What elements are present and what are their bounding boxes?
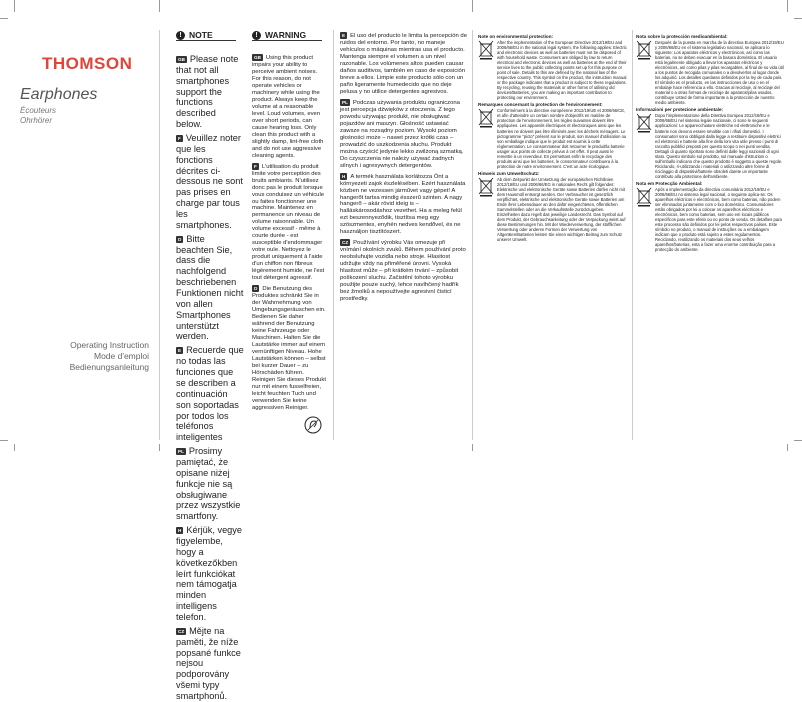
env-title: Remarques concernant la protection de l'environnement: bbox=[478, 102, 603, 108]
env-text: Después de la puesta en marcha de la directiva Europea 2012/19/EU y 2006/66/EU en el sistema legislativo nacional, se aplicara lo siguiente: Los aparatos eléctricos y electrónicos, así como las baterías, no se deben evacuar en la basura doméstica. El usuario está legalmente obligado a llevar los aparatos eléctricos y electrónicos, así como pilas y pilas recargables, al final de su vida útil a los puntos de recogida comunales o a devolverlos al lugar donde los adquirió. Los detalles quedaran definidos por la ley de cada país. El símbolo en el producto, en las instrucciones de uso o en el embalaje hace referencia a ello. Gracias al reciclaje, al reciclaje del material o a otras formas de reciclaje de aparatos/pilas usados, contribuye Usted de forma importante a la protección de nuestro medio ambiente. bbox=[655, 40, 784, 106]
warning-text: L'utilisation du produit limite votre perception des bruits ambiants. N'utilisez donc pas le produit lorsque vous conduisez un véhicule ou faites fonctionner une machine. Maintenez en permanence un niveau de volume raisonnable. Un volume excessif - même à courte durée - est susceptible d'endommager votre ouïe. Nettoyez le produit uniquement à l'aide d'un chiffon non fibreux légèrement humide, ne l'est tout détergent agressif. bbox=[252, 163, 325, 282]
env-text: Conformément à la directive européenne 2012/19/UE et 2006/66/CE, et afin d'atteindre un certain nombre d'objectifs en matière de protection de l'environnement, les règles suivantes doivent être appliquées. Les appareils électriques et électroniques ainsi que les batteries ne doivent pas être éliminés avec les déchets ménagers. Le pictogramme "picto" présent sur le produit, son manuel d'utilisation ou son emballage indique que le produit est soumis à cette réglementation. Le consommateur doit retourner le produit/la batterie usager aux points de collecte prévus à cet effet. Il peut aussi le remettre à un revendeur. En permettant enfin le recyclage des produits ainsi que les batteries, le consommateur contribuera à la protection de notre environnement. C'est un acte écologique. bbox=[497, 108, 627, 169]
env-column-1 bbox=[478, 32, 628, 436]
env-title: Note on environmental protection: bbox=[478, 34, 554, 39]
note-header bbox=[176, 30, 236, 41]
fold-divider bbox=[333, 30, 334, 440]
recycle-bin-icon bbox=[636, 187, 652, 207]
lang-tag: F bbox=[254, 163, 257, 169]
warning-item bbox=[340, 32, 468, 96]
note-item bbox=[176, 626, 244, 702]
crop-mark bbox=[14, 0, 15, 12]
warning-item bbox=[252, 163, 326, 283]
warning-text: A termék használata korlátozza Önt a környezeti zajok észlelésében. Ezért használata közben ne vezessen járművet vagy gépet! A hangerőt tartsa mindig ésszerű szinten. A nagy hangerő – akár rövid ideig is – halláskárosodáshoz vezethet. Ha a meleg felül ezt beszennyeződik, tisztítsa meg egy szöszmentes, enyhén nedves kendővel, és ne használjon tisztítószert. bbox=[340, 173, 466, 236]
lang-tag: D bbox=[254, 286, 258, 292]
warning-icon: ! bbox=[252, 31, 261, 40]
env-title: Nota em Protecção Ambiental: bbox=[636, 180, 703, 186]
lang-tag: CZ bbox=[178, 628, 185, 634]
note-text: Veuillez noter que les fonctions décrites ci-dessous ne sont pas prises en charge par tous les smartphones. bbox=[176, 133, 243, 230]
warning-column-continued bbox=[340, 32, 468, 436]
lang-tag: GB bbox=[254, 55, 261, 60]
fold-divider bbox=[159, 30, 160, 440]
lang-tag: GB bbox=[178, 57, 185, 63]
crop-mark bbox=[794, 440, 802, 441]
note-item bbox=[176, 446, 244, 522]
warning-item bbox=[340, 99, 468, 170]
manual-title-block bbox=[70, 340, 149, 373]
note-text: Kérjük, vegye figyelembe, hogy a következőkben leírt funkciókat nem támogatja minden intelligens telefon. bbox=[176, 525, 242, 622]
product-subtitle-de: Ohrhörer bbox=[20, 116, 53, 125]
crop-mark bbox=[159, 444, 160, 451]
fold-divider bbox=[472, 30, 473, 440]
crop-mark bbox=[787, 0, 788, 12]
note-item bbox=[176, 54, 244, 130]
brand-logo: THOMSON bbox=[42, 54, 133, 73]
note-item bbox=[176, 525, 244, 623]
lang-tag: E bbox=[178, 348, 182, 354]
cover-panel bbox=[14, 20, 159, 440]
warning-item bbox=[252, 54, 326, 160]
note-text: Recuerde que no todas las funciones que se describen a continuación son soportadas por todos los teléfonos inteligentes bbox=[176, 345, 244, 443]
hearing-warning-icon bbox=[304, 416, 322, 434]
lang-tag: E bbox=[342, 33, 346, 38]
note-text: Please note that not all smartphones support the functions described below. bbox=[176, 54, 239, 130]
env-text: Dopo l'implementazione della Direttiva Europea 2012/19/EU e 2006/66/EU nel sistema legale nazionale, ci sono le seguenti applicazioni: Le apparecchiature elettriche ed elettroniche e le batterie non devono essere smaltite con i rifiuti domestici. I consumatori sono obbligati dalla legge a restituire dispositivi elettrici ed elettronici e batterie alla fine della loro vita utile presso i punti di raccolta pubblici preposti per questo scopo o nei punti vendita. Dettagli di quanto riportato sono definiti dalle leggi nazionali di ogni stato. Questo simbolo sul prodotto, sul manuale d'istruzioni o sull'imballo indicano che questo prodotto è soggetto a queste regole. Riciclando, ri-utilizzando i materiali o utilizzando altre forme di riciclaggio di dispositivi/batterie obsoleti darete un importante contributo alla protezione dell'ambiente. bbox=[655, 113, 783, 179]
lang-tag: CZ bbox=[342, 240, 349, 246]
crop-mark bbox=[472, 0, 473, 12]
info-icon: ! bbox=[176, 31, 185, 40]
manual-line: Bedienungsanleitung bbox=[69, 362, 149, 373]
warning-text: Podczas używania produktu ograniczona jest percepcja dźwięków z otoczenia. Z tego powodu używając produkt, nie obsługiwać pojazdów ani maszyn. Głośność ustawiać zawsze na rozsądny poziom. Wysoki poziom głośności może – nawet przez krótki czas – prowadzić do uszkodzenia słuchu. Produkt można czyścić jedynie lekko zwilżoną szmatką. Do czyszczenia nie należy używać żadnych silnych i agresywnych detergentów. bbox=[340, 99, 464, 169]
recycle-bin-icon bbox=[478, 40, 494, 60]
warning-text: Using this product impairs your ability to perceive ambient noises. For this reason, do not operate vehicles or machinery while using the product. Always keep the volume at a reasonable level. Loud volumes, even over short periods, can cause hearing loss. Only clean this product with a slightly damp, lint-free cloth and do not use aggressive cleaning agents. bbox=[252, 55, 324, 159]
warning-header-label: WARNING bbox=[265, 30, 307, 40]
note-item bbox=[176, 234, 244, 343]
lang-tag: PL bbox=[178, 449, 184, 455]
lang-tag: H bbox=[342, 173, 346, 179]
note-item bbox=[176, 133, 244, 231]
fold-divider bbox=[632, 30, 633, 440]
warning-item bbox=[252, 285, 326, 412]
warning-text: El uso del producto le limita la percepción de ruidos del entorno. Por tanto, no maneje vehículos o máquinas mientras usa el producto. Mantenga siempre el volumen a un nivel razonable. Los volúmenes altos pueden causar daños auditivos, también en caso de exposición breve a ellos. Limpie este producto sólo con un paño ligeramente humedecido que no deje pelusa y no utilice detergentes agresivos. bbox=[340, 33, 467, 95]
recycle-bin-icon bbox=[636, 40, 652, 60]
warning-text: Používání výrobku Vás omezuje při vnímání okolních zvuků. Během používání proto neobsluhujte vozidla nebo stroje. Hlasitost udržujte vždy na přiměřené úrovni. Vysoká hlasitost může – při krátkém trvání – způsobit poškození sluchu. Začistění tohoto výrobku použijte pouze suchý, lehce navlhčený hadřík bez žmolků a nepoužívejte agresivní čisticí prostředky. bbox=[340, 240, 466, 303]
env-title: Informazioni per protezione ambientale: bbox=[636, 107, 724, 113]
note-text: Prosimy pamiętać, że opisane niżej funkcje nie są obsługiwane przez wszystkie smartfony. bbox=[176, 446, 241, 522]
env-column-2 bbox=[636, 32, 784, 436]
recycle-bin-icon bbox=[478, 177, 494, 197]
crop-mark bbox=[794, 18, 802, 19]
note-text: Mějte na paměti, že níže popsané funkce nejsou podporovány všemi typy smartphonů. bbox=[176, 625, 241, 701]
crop-mark bbox=[14, 444, 15, 451]
crop-mark bbox=[0, 440, 8, 441]
crop-mark bbox=[159, 0, 160, 12]
product-title: Earphones bbox=[20, 86, 98, 103]
env-text: Ab dem Zeitpunkt der Umsetzung der europäischen Richtlinien 2012/19/EU und 2006/66/EG in nationales Recht gilt folgendes: Elektrische und elektronische Geräte sowie Batterien dürfen nicht mit dem Hausmüll entsorgt werden. Der Verbraucher ist gesetzlich verpflichtet, elektrische und elektronische Geräte sowie Batterien am Ende ihrer Lebensdauer an den dafür eingerichteten, öffentlichen Sammelstellen oder an die Verkaufsstelle zurückzugeben. Einzelheiten dazu regelt das jeweilige Landesrecht. Das Symbol auf dem Produkt, der Gebrauchsanleitung oder der Verpackung weist auf diese Bestimmungen hin. Mit der Wiederverwertung, der stofflichen Verwertung oder anderen Formen der Verwertung von Altgeräten/Batterien leisten Sie einen wichtigen Beitrag zum Schutz unserer Umwelt. bbox=[497, 176, 626, 243]
note-text: Bitte beachten Sie, dass die nachfolgend beschriebenen Funktionen nicht von allen Smartphones unterstützt werden. bbox=[176, 233, 244, 342]
recycle-bin-icon bbox=[636, 113, 652, 133]
warning-text: Die Benutzung des Produktes schränkt Sie in der Wahrnehmung von Umgebungsgeräuschen ein. Bedienen Sie daher während der Benutzung keine Fahrzeuge oder Maschinen. Halten Sie die Lautstärke immer auf einem vernünftigen Niveau. Hohe Lautstärken können – selbst bei kurzer Dauer – zu Hörschäden führen. Reinigen Sie dieses Produkt nur mit einem fusselfreien, leicht feuchten Tuch und verwenden Sie keine aggressiven Reiniger. bbox=[252, 286, 327, 411]
crop-mark bbox=[472, 444, 473, 451]
warning-header bbox=[252, 30, 322, 41]
warning-column bbox=[252, 54, 326, 416]
crop-mark bbox=[0, 18, 8, 19]
note-column bbox=[176, 54, 244, 701]
warning-item bbox=[340, 239, 468, 303]
recycle-bin-icon bbox=[478, 108, 494, 128]
warning-item bbox=[340, 173, 468, 237]
lang-tag: H bbox=[178, 528, 182, 534]
env-title: Nota sobre la protección medioambiental: bbox=[636, 34, 728, 39]
lang-tag: PL bbox=[342, 99, 348, 105]
lang-tag: D bbox=[178, 236, 182, 242]
manual-line: Operating Instruction bbox=[70, 340, 149, 350]
manual-line: Mode d'emploi bbox=[93, 351, 149, 362]
note-header-label: NOTE bbox=[189, 30, 213, 40]
env-title: Hinweis zum Umweltschutz: bbox=[478, 170, 540, 176]
crop-mark bbox=[787, 444, 788, 451]
lang-tag: F bbox=[178, 136, 181, 142]
product-subtitle-fr: Écouteurs bbox=[20, 106, 57, 115]
env-text: After the implementation of the European Directive 2012/19/EU and 2006/66/EU in the national legal system, the following applies: Electric and electronic devices as well as batteries must not be disposed of with household waste. Consumers are obliged by law to return electrical and electronic devices as well as batteries at the end of their service lives to the public collecting points set up for this purpose or point of sale. Details to this are defined by the national law of the respective country. This symbol on the product, the instruction manual or the package indicates that a product is subject to these regulations. By recycling, reusing the materials or other forms of utilising old devices/Batteries, you are making an important contribution to protecting our environment. bbox=[497, 40, 627, 101]
env-text: Após a implementação da directiva comunitária 2012/19/EU e 2006/66/EU no sistema legal nacional, o seguinte aplica-se: Os aparelhos eléctricos e electrónicos, bem como baterias, não podem ser eliminados juntamente com o lixo doméstico. Consumidores estão obrigados por lei a colocar os aparelhos eléctricos e electrónicos, bem como baterias, sem uso em locais públicos específicos para este efeito ou no ponto de venda. Os detalhes para este processo são definidos por lei pelos respectivos países. Este símbolo no produto, o manual de instruções ou a embalagem indicam que o produto está sujeito a estes regulamentos. Reciclando, reutilizando os materiais dos seus velhos aparelhos/baterias, esta a fazer uma enorme contribuição para a protecção do ambiente. bbox=[655, 186, 782, 253]
note-item bbox=[176, 345, 244, 443]
